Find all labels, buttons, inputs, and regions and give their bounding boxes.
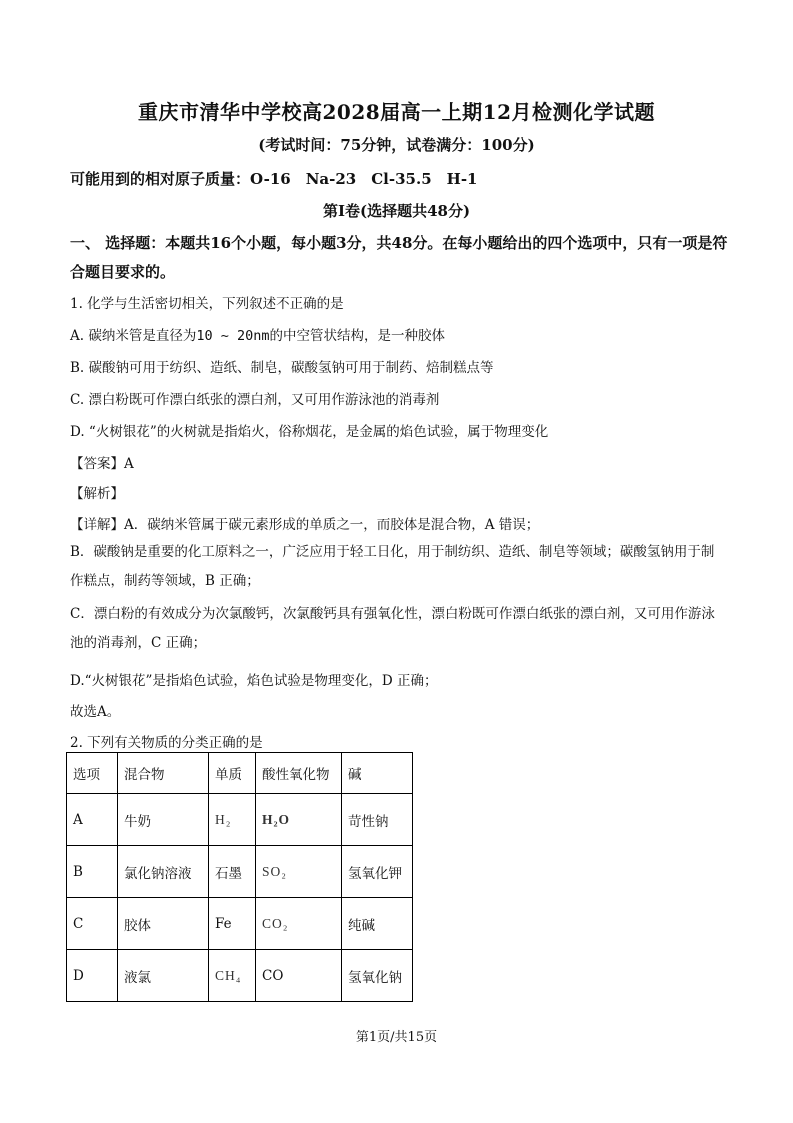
exam-subtitle: (考试时间：75分钟，试卷满分：100分): [258, 136, 535, 154]
page-footer: 第1页/共15页: [355, 1030, 438, 1045]
q1-option-a-range: 10 ~ 20nm: [196, 328, 270, 344]
section-intro: 一、 选择题：本题共16个小题，每小题3分，共48分。在每小题给出的四个选项中，只有一项是符合题目要求的。: [70, 234, 728, 281]
cell-element: CH₄: [209, 950, 256, 1002]
q1-option-a: [70, 324, 445, 344]
q1-analysis-label: 【解析】: [70, 486, 124, 502]
q1-detail-d: D.“火树银花”是指焰色试验，焰色试验是物理变化，D 正确；: [70, 673, 438, 689]
q1-option-c: C. 漂白粉既可作漂白纸张的漂白剂，又可用作游泳池的消毒剂: [70, 392, 440, 408]
table-header-row: [67, 753, 413, 794]
cell-base: 纯碱: [342, 898, 413, 950]
header-element: 单质: [209, 753, 256, 794]
atomic-masses: 可能用到的相对原子质量：O-16 Na-23 Cl-35.5 H-1: [70, 170, 478, 188]
q1-option-d: D. “火树银花”的火树就是指焰火，俗称烟花，是金属的焰色试验，属于物理变化: [70, 424, 549, 440]
cell-element: H₂: [209, 794, 256, 846]
cell-base: 氢氧化钾: [342, 846, 413, 898]
cell-acidic-oxide: H₂O: [256, 794, 342, 846]
cell-option: A: [67, 794, 118, 846]
cell-option: D: [67, 950, 118, 1002]
cell-base: 氢氧化钠: [342, 950, 413, 1002]
q1-stem: 1. 化学与生活密切相关，下列叙述不正确的是: [70, 296, 344, 312]
header-acidic-oxide: 酸性氧化物: [256, 753, 342, 794]
cell-base: 苛性钠: [342, 794, 413, 846]
cell-mixture: 牛奶: [118, 794, 209, 846]
header-option: 选项: [67, 753, 118, 794]
q2-stem: 2. 下列有关物质的分类正确的是: [70, 735, 263, 751]
q1-detail-b: B．碳酸钠是重要的化工原料之一，广泛应用于轻工日化，用于制纺织、造纸、制皂等领域；碳酸氢钠用于制作糕点，制药等领域，B 正确；: [70, 544, 715, 589]
q1-option-a-pre: A. 碳纳米管是直径为: [70, 328, 197, 344]
q1-conclusion: 故选A。: [70, 704, 121, 720]
cell-mixture: 胶体: [118, 898, 209, 950]
table-row: [67, 950, 413, 1002]
q1-detail-c: C．漂白粉的有效成分为次氯酸钙，次氯酸钙具有强氧化性，漂白粉既可作漂白纸张的漂白剂，又可用作游泳池的消毒剂，C 正确；: [70, 606, 715, 651]
cell-mixture: 液氯: [118, 950, 209, 1002]
cell-acidic-oxide: CO₂: [256, 898, 342, 950]
cell-acidic-oxide: CO: [256, 950, 342, 1002]
page-title: 重庆市清华中学校高2028届高一上期12月检测化学试题: [138, 100, 655, 124]
q1-answer: 【答案】A: [70, 456, 134, 472]
table-row: [67, 794, 413, 846]
cell-option: C: [67, 898, 118, 950]
cell-element: 石墨: [209, 846, 256, 898]
cell-mixture: 氯化钠溶液: [118, 846, 209, 898]
q1-option-a-post: 的中空管状结构，是一种胶体: [269, 328, 445, 344]
cell-element: Fe: [209, 898, 256, 950]
table-row: [67, 898, 413, 950]
q1-option-b: B. 碳酸钠可用于纺织、造纸、制皂，碳酸氢钠可用于制药、焙制糕点等: [70, 360, 494, 376]
cell-option: B: [67, 846, 118, 898]
header-base: 碱: [342, 753, 413, 794]
q1-detail-a: 【详解】A．碳纳米管属于碳元素形成的单质之一，而胶体是混合物，A 错误；: [70, 517, 540, 533]
table-row: [67, 846, 413, 898]
cell-acidic-oxide: SO₂: [256, 846, 342, 898]
header-mixture: 混合物: [118, 753, 209, 794]
classification-table: [66, 752, 413, 1002]
volume-title: 第Ⅰ卷(选择题共48分): [322, 202, 471, 220]
